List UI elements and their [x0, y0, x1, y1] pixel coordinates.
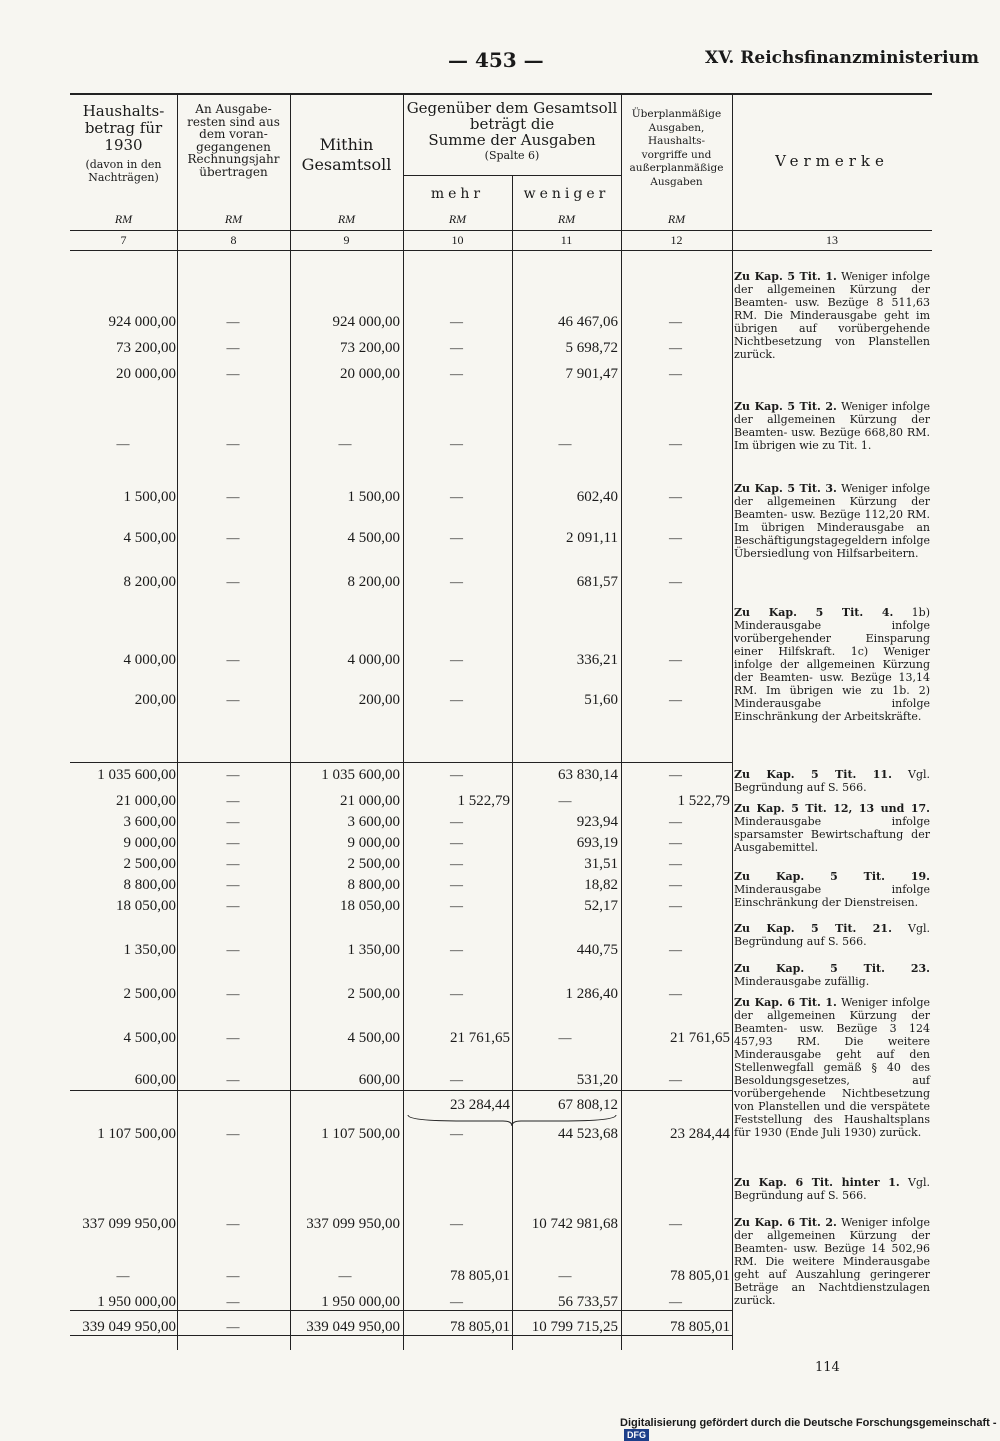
note-kap5-tit2 [734, 400, 930, 452]
note-heading: Zu Kap. 5 Tit. 4. [734, 606, 894, 619]
table-cell-col10: — [450, 835, 463, 850]
note-text: Weniger infolge der allgemeinen Kürzung der Beamten- usw. Bezüge 3 124 457,93 RM. Die weitere Minderausgabe geht auf den Stellenwegfall gemäß § 40 des Besoldungsgesetzes, auf vorübergehende Nichtbesetzung von Planstellen und die verspätete Feststellung des Haushaltsplans für 1930 (Ende Juli 1930) zurück. [734, 996, 930, 1139]
unit-label: RM [667, 212, 686, 226]
table-cell-col10: — [450, 574, 463, 589]
note-text: Vgl. Begründung auf S. 566. [734, 922, 930, 948]
table-cell-col7: 8 800,00 [123, 877, 176, 893]
table-cell-col9: 4 500,00 [347, 1030, 400, 1046]
table-cell-col11: 67 808,12 [558, 1097, 618, 1113]
table-cell-col7: 8 200,00 [123, 574, 176, 590]
table-cell-col11: — [558, 1030, 572, 1045]
table-cell-col7: 4 500,00 [123, 530, 176, 546]
table-cell-col9: 20 000,00 [340, 366, 400, 382]
table-cell-col8: — [226, 366, 240, 381]
table-cell-col8: — [226, 942, 240, 957]
unit-label: RM [224, 212, 243, 226]
table-cell-col11: 10 799 715,25 [531, 1319, 618, 1335]
table-cell-col9: 1 035 600,00 [321, 767, 400, 783]
table-cell-col11: 46 467,06 [558, 314, 618, 330]
table-cell-col8: — [226, 574, 240, 589]
header-col7: Haushalts- betrag für 1930 (davon in den Nachträgen) [82, 102, 165, 184]
table-cell-col10: — [450, 898, 463, 913]
table-cell-col11: 44 523,68 [558, 1126, 618, 1142]
note-text: Vgl. Begründung auf S. 566. [734, 1176, 930, 1202]
table-cell-col12: — [669, 652, 682, 667]
table-cell-col11: 923,94 [576, 814, 618, 830]
table-cell-col8: — [226, 314, 240, 329]
table-cell-col9: 339 049 950,00 [306, 1319, 400, 1335]
table-cell-col8: — [226, 814, 240, 829]
table-cell-col10: 23 284,44 [450, 1097, 510, 1113]
table-cell-col9: 4 000,00 [347, 652, 400, 668]
table-cell-col10: — [450, 1126, 463, 1141]
table-cell-col8: — [226, 856, 240, 871]
note-kap5-tit3 [734, 482, 930, 560]
note-heading: Zu Kap. 5 Tit. 19. [734, 870, 930, 883]
table-cell-col7: 4 000,00 [123, 652, 176, 668]
footer-text: Digitalisierung gefördert durch die Deutsche Forschungsgemeinschaft - [620, 1417, 997, 1429]
table-cell-col10: — [450, 530, 463, 545]
table-cell-col9: 8 800,00 [347, 877, 400, 893]
note-kap5-tit23 [734, 962, 930, 988]
table-cell-col9: 1 350,00 [347, 942, 400, 958]
table-cell-col8: — [226, 767, 240, 782]
table-cell-col8: — [226, 530, 240, 545]
table-cell-col12: — [669, 314, 682, 329]
note-kap5-tit19 [734, 870, 930, 909]
table-cell-col7: — [116, 1268, 130, 1283]
table-cell-col7: 1 500,00 [123, 489, 176, 505]
table-cell-col7: 1 950 000,00 [97, 1294, 176, 1310]
note-text: 1b) Minderausgabe infolge vorübergehender Einsparung einer Hilfskraft. 1c) Weniger infolge der allgemeinen Kürzung der Beamten- usw. Bezüge 13,14 RM. Im übrigen wie zu 1b. 2) Minderausgabe infolge Einschränkung der Arbeitskräfte. [734, 606, 931, 723]
table-cell-col10: 1 522,79 [457, 793, 510, 809]
table-cell-col12: — [669, 877, 682, 892]
table-cell-col7: 924 000,00 [108, 314, 176, 330]
table-cell-col12: — [669, 530, 682, 545]
table-cell-col10: 78 805,01 [450, 1268, 510, 1284]
table-cell-col12: — [669, 942, 682, 957]
table-cell-col8: — [226, 436, 240, 451]
table-cell-col9: 9 000,00 [347, 835, 400, 851]
header-col10-11: Gegenüber dem Gesamtsoll beträgt die Summe der Ausgaben (Spalte 6) [406, 99, 618, 162]
table-cell-col10: — [450, 1072, 463, 1087]
note-text: Minderausgabe infolge Einschränkung der Dienstreisen. [734, 883, 930, 909]
table-cell-col12: — [669, 986, 682, 1001]
table-cell-col11: 56 733,57 [558, 1294, 618, 1310]
note-heading: Zu Kap. 6 Tit. 2. [734, 1216, 837, 1229]
table-cell-col8: — [226, 1319, 240, 1334]
note-heading: Zu Kap. 5 Tit. 1. [734, 270, 837, 283]
column-number: 11 [560, 233, 573, 247]
note-heading: Zu Kap. 5 Tit. 2. [734, 400, 837, 413]
note-kap6-tit1 [734, 996, 930, 1139]
note-heading: Zu Kap. 5 Tit. 23. [734, 962, 930, 975]
note-heading: Zu Kap. 5 Tit. 21. [734, 922, 892, 935]
page-title: XV. Reichsfinanzministerium [705, 48, 979, 68]
table-cell-col11: 602,40 [576, 489, 618, 505]
table-cell-col7: 200,00 [134, 692, 176, 708]
table-cell-col11: 63 830,14 [558, 767, 618, 783]
table-top-rule [70, 93, 932, 95]
table-cell-col10: 78 805,01 [450, 1319, 510, 1335]
table-cell-col7: 1 107 500,00 [97, 1126, 176, 1142]
table-cell-col8: — [226, 1268, 240, 1283]
table-cell-col11: 1 286,40 [565, 986, 618, 1002]
table-cell-col12: — [669, 767, 682, 782]
table-cell-col11: — [558, 436, 572, 451]
note-kap6-tit-hinter1 [734, 1176, 930, 1202]
note-text: Weniger infolge der allgemeinen Kürzung der Beamten- usw. Bezüge 668,80 RM. Im übrigen wie zu Tit. 1. [734, 400, 930, 452]
table-cell-col10: — [450, 767, 463, 782]
table-cell-col8: — [226, 489, 240, 504]
table-cell-col12: — [669, 489, 682, 504]
header-col11: weniger [523, 186, 610, 202]
table-cell-col10: — [450, 856, 463, 871]
table-cell-col12: — [669, 1216, 682, 1231]
table-cell-col11: 336,21 [576, 652, 618, 668]
header-col8: An Ausgabe- resten sind aus dem voran- gegangenen Rechnungsjahr übertragen [187, 102, 280, 179]
note-heading: Zu Kap. 6 Tit. 1. [734, 996, 837, 1009]
note-text: Weniger infolge der allgemeinen Kürzung der Beamten- usw. Bezüge 112,20 RM. Im übrigen Minderausgabe an Beschäftigungstagegeldern infolge Übersiedlung von Hilfsarbeitern. [734, 482, 930, 560]
table-cell-col10: — [450, 436, 463, 451]
table-cell-col10: — [450, 1294, 463, 1309]
table-cell-col10: — [450, 366, 463, 381]
table-cell-col10: — [450, 986, 463, 1001]
col-number-rule [70, 250, 932, 251]
table-cell-col12: — [669, 856, 682, 871]
brace-mark [403, 1113, 621, 1127]
table-cell-col7: 337 099 950,00 [82, 1216, 176, 1232]
table-cell-col12: — [669, 898, 682, 913]
table-cell-col7: 9 000,00 [123, 835, 176, 851]
table-cell-col12: — [669, 436, 682, 451]
table-cell-col8: — [226, 1030, 240, 1045]
table-cell-col10: — [450, 1216, 463, 1231]
column-number: 9 [343, 233, 350, 247]
table-cell-col9: 2 500,00 [347, 986, 400, 1002]
col-divider-3 [403, 95, 404, 1350]
table-cell-col8: — [226, 986, 240, 1001]
table-cell-col9: 1 500,00 [347, 489, 400, 505]
col-divider-4 [512, 175, 513, 1350]
table-cell-col12: — [669, 1072, 682, 1087]
table-cell-col12: — [669, 1294, 682, 1309]
table-cell-col11: 52,17 [584, 898, 618, 914]
note-kap5-tit21 [734, 922, 930, 948]
table-cell-col10: — [450, 942, 463, 957]
table-cell-col10: — [450, 314, 463, 329]
table-cell-col11: 531,20 [576, 1072, 618, 1088]
table-cell-col7: 20 000,00 [116, 366, 176, 382]
header-col13: Vermerke [775, 152, 889, 170]
note-kap6-tit2 [734, 1216, 930, 1307]
col-divider-5 [621, 95, 622, 1350]
table-cell-col12: — [669, 574, 682, 589]
table-cell-col11: 681,57 [576, 574, 618, 590]
table-cell-col8: — [226, 898, 240, 913]
table-cell-col12: 23 284,44 [670, 1126, 730, 1142]
digitization-footer [620, 1417, 1000, 1441]
note-heading: Zu Kap. 5 Tit. 11. [734, 768, 892, 781]
table-cell-col7: 73 200,00 [116, 340, 176, 356]
note-kap5-tit4 [734, 606, 930, 723]
table-cell-col9: 924 000,00 [332, 314, 400, 330]
table-cell-col12: — [669, 835, 682, 850]
column-number: 13 [826, 233, 838, 247]
table-cell-col12: 78 805,01 [670, 1268, 730, 1284]
table-cell-col7: 1 350,00 [123, 942, 176, 958]
header-col9: Mithin Gesamtsoll [301, 135, 392, 174]
dfg-logo: DFG [624, 1429, 649, 1441]
table-cell-col11: 31,51 [584, 856, 618, 872]
table-cell-col8: — [226, 877, 240, 892]
table-cell-col11: 693,19 [576, 835, 618, 851]
table-cell-col11: 18,82 [584, 877, 618, 893]
table-cell-col9: 200,00 [358, 692, 400, 708]
table-cell-col12: 21 761,65 [670, 1030, 730, 1046]
note-heading: Zu Kap. 6 Tit. hinter 1. [734, 1176, 900, 1189]
table-cell-col8: — [226, 1216, 240, 1231]
table-cell-col7: 21 000,00 [116, 793, 176, 809]
table-cell-col12: — [669, 340, 682, 355]
table-cell-col9: 18 050,00 [340, 898, 400, 914]
unit-label: RM [337, 212, 356, 226]
table-cell-col9: 600,00 [358, 1072, 400, 1088]
subtotal-rule-1 [70, 762, 732, 763]
note-kap5-tit12-13-17 [734, 802, 930, 854]
table-cell-col10: — [450, 692, 463, 707]
table-cell-col8: — [226, 835, 240, 850]
note-heading: Zu Kap. 5 Tit. 3. [734, 482, 837, 495]
table-cell-col9: — [338, 436, 352, 451]
table-cell-col9: 21 000,00 [340, 793, 400, 809]
header-col10: mehr [430, 186, 485, 202]
col-divider-1 [177, 95, 178, 1350]
table-cell-col7: 3 600,00 [123, 814, 176, 830]
column-number: 12 [670, 233, 683, 247]
table-cell-col7: — [116, 436, 130, 451]
table-cell-col10: — [450, 489, 463, 504]
column-number: 10 [451, 233, 464, 247]
table-cell-col11: — [558, 1268, 572, 1283]
note-text: Minderausgabe infolge sparsamster Bewirtschaftung der Ausgabemittel. [734, 815, 930, 854]
table-cell-col9: 1 107 500,00 [321, 1126, 400, 1142]
table-cell-col12: 1 522,79 [677, 793, 730, 809]
table-cell-col8: — [226, 652, 240, 667]
table-cell-col9: 2 500,00 [347, 856, 400, 872]
unit-label: RM [448, 212, 467, 226]
table-cell-col9: — [338, 1268, 352, 1283]
note-kap5-tit11 [734, 768, 930, 794]
col-divider-6 [732, 95, 733, 1350]
table-cell-col9: 4 500,00 [347, 530, 400, 546]
subtotal-rule-2 [70, 1090, 732, 1091]
table-cell-col11: 5 698,72 [565, 340, 618, 356]
header-bottom-rule [70, 230, 932, 231]
column-number: 8 [230, 233, 237, 247]
table-cell-col9: 337 099 950,00 [306, 1216, 400, 1232]
table-cell-col7: 339 049 950,00 [82, 1319, 176, 1335]
table-cell-col7: 2 500,00 [123, 986, 176, 1002]
table-cell-col11: 440,75 [576, 942, 618, 958]
table-cell-col9: 8 200,00 [347, 574, 400, 590]
header-col12: Überplanmäßige Ausgaben, Haushalts- vorgriffe und außerplanmäßige Ausgaben [629, 108, 724, 188]
table-cell-col12: — [669, 366, 682, 381]
table-cell-col10: 21 761,65 [450, 1030, 510, 1046]
table-cell-col10: — [450, 814, 463, 829]
table-cell-col11: 10 742 981,68 [531, 1216, 618, 1232]
table-cell-col7: 4 500,00 [123, 1030, 176, 1046]
note-text: Vgl. Begründung auf S. 566. [734, 768, 930, 794]
note-heading: Zu Kap. 5 Tit. 12, 13 und 17. [734, 802, 930, 815]
note-text: Weniger infolge der allgemeinen Kürzung der Beamten- usw. Bezüge 14 502,96 RM. Die weitere Minderausgabe geht auf Auszahlung geringerer Beträge an Nachtdienstzulagen zurück. [734, 1216, 930, 1307]
table-cell-col9: 3 600,00 [347, 814, 400, 830]
table-cell-col12: — [669, 692, 682, 707]
table-cell-col7: 600,00 [134, 1072, 176, 1088]
unit-label: RM [114, 212, 133, 226]
table-cell-col11: 51,60 [584, 692, 618, 708]
col-divider-2 [290, 95, 291, 1350]
table-cell-col10: — [450, 877, 463, 892]
table-cell-col11: — [558, 793, 572, 808]
table-cell-col11: 7 901,47 [565, 366, 618, 382]
note-kap5-tit1 [734, 270, 930, 361]
table-cell-col10: — [450, 652, 463, 667]
table-cell-col10: — [450, 340, 463, 355]
note-text: Weniger infolge der allgemeinen Kürzung der Beamten- usw. Bezüge 8 511,63 RM. Die Minderausgabe geht im übrigen auf vorübergehende Nichtbesetzung von Planstellen zurück. [734, 270, 930, 361]
table-cell-col7: 2 500,00 [123, 856, 176, 872]
table-cell-col8: — [226, 1294, 240, 1309]
note-text: Minderausgabe zufällig. [734, 975, 870, 988]
table-cell-col7: 1 035 600,00 [97, 767, 176, 783]
page-number: — 453 — [448, 48, 544, 72]
column-number: 7 [120, 233, 127, 247]
sheet-number: 114 [815, 1360, 840, 1375]
table-cell-col8: — [226, 340, 240, 355]
table-cell-col9: 73 200,00 [340, 340, 400, 356]
table-cell-col9: 1 950 000,00 [321, 1294, 400, 1310]
table-cell-col8: — [226, 793, 240, 808]
table-cell-col8: — [226, 1072, 240, 1087]
table-cell-col12: 78 805,01 [670, 1319, 730, 1335]
table-cell-col11: 2 091,11 [566, 530, 618, 546]
table-cell-col8: — [226, 1126, 240, 1141]
table-cell-col8: — [226, 692, 240, 707]
table-cell-col12: — [669, 814, 682, 829]
unit-label: RM [557, 212, 576, 226]
table-cell-col7: 18 050,00 [116, 898, 176, 914]
